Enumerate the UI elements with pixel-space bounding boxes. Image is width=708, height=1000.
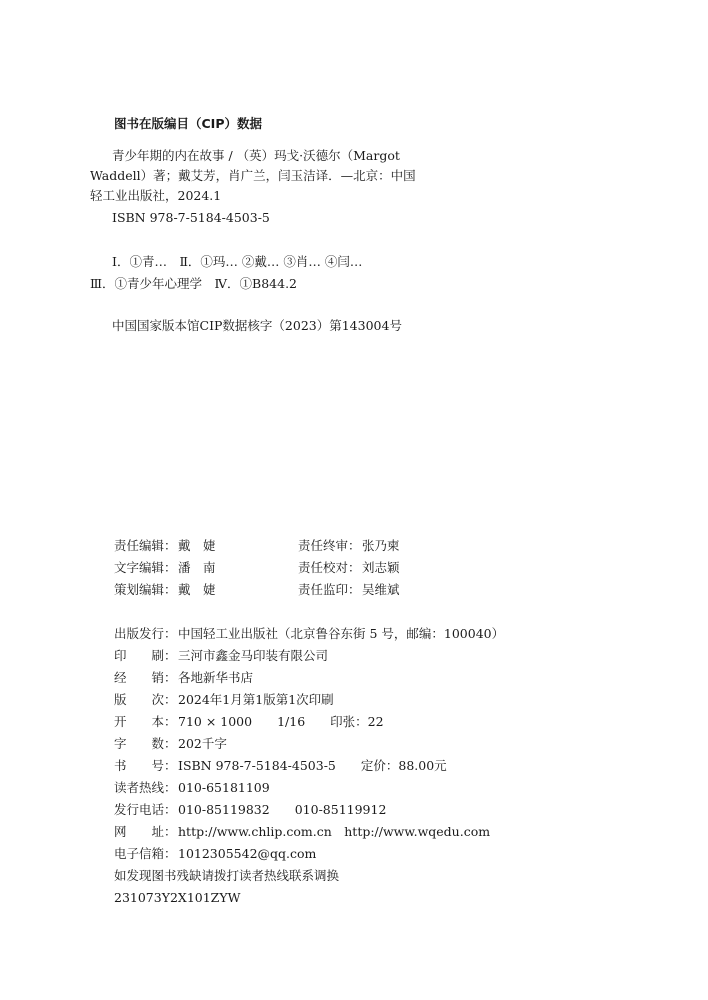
format-value: 710 × 1000 1/16 印张：22 xyxy=(178,714,384,729)
staff-right-value: 吴维斌 xyxy=(362,582,400,597)
staff-left-label: 责任编辑： xyxy=(114,538,177,553)
email-label: 电子信箱： xyxy=(114,846,177,861)
wordcount-value: 202千字 xyxy=(178,736,227,751)
staff-left-value: 潘 南 xyxy=(178,560,216,575)
booknum-value: ISBN 978-7-5184-4503-5 定价：88.00元 xyxy=(178,758,447,773)
phone-label: 发行电话： xyxy=(114,802,177,817)
notice-text: 如发现图书残缺请拨打读者热线联系调换 xyxy=(114,868,340,883)
printer-value: 三河市鑫金马印装有限公司 xyxy=(178,648,329,663)
staff-right-label: 责任终审： xyxy=(298,538,361,553)
staff-left-label: 文字编辑： xyxy=(114,560,177,575)
distributor-value: 各地新华书店 xyxy=(178,670,254,685)
cip-description-line-3: 轻工业出版社，2024.1 xyxy=(90,188,222,203)
edition-value: 2024年1月第1版第1次印刷 xyxy=(178,692,334,707)
staff-right-value: 刘志颖 xyxy=(362,560,400,575)
hotline-label: 读者热线： xyxy=(114,780,177,795)
publisher-value: 中国轻工业出版社（北京鲁谷东街 5 号，邮编：100040） xyxy=(178,626,505,641)
publisher-label: 出版发行： xyxy=(114,626,177,641)
cip-heading: 图书在版编目（CIP）数据 xyxy=(114,116,262,131)
printer-label: 印 刷： xyxy=(114,648,177,663)
product-code: 231073Y2X101ZYW xyxy=(114,890,241,905)
phone-value: 010-85119832 010-85119912 xyxy=(178,802,387,817)
staff-right-label: 责任校对： xyxy=(298,560,361,575)
cip-record-number: 中国国家版本馆CIP数据核字（2023）第143004号 xyxy=(112,318,402,333)
cip-description-line-2: Waddell）著；戴艾芳，肖广兰，闫玉洁译．—北京：中国 xyxy=(90,168,416,183)
distributor-label: 经 销： xyxy=(114,670,177,685)
website-label: 网 址： xyxy=(114,824,177,839)
staff-right-value: 张乃柬 xyxy=(362,538,400,553)
wordcount-label: 字 数： xyxy=(114,736,177,751)
cip-isbn: ISBN 978-7-5184-4503-5 xyxy=(112,210,270,225)
hotline-value: 010-65181109 xyxy=(178,780,270,795)
staff-right-label: 责任监印： xyxy=(298,582,361,597)
cip-subject-line-2: Ⅲ．①青少年心理学 Ⅳ．①B844.2 xyxy=(90,276,298,291)
staff-left-value: 戴 婕 xyxy=(178,538,216,553)
edition-label: 版 次： xyxy=(114,692,177,707)
website-value: http://www.chlip.com.cn http://www.wqedu.com xyxy=(178,824,491,839)
email-value: 1012305542@qq.com xyxy=(178,846,317,861)
cip-description-line-1: 青少年期的内在故事 / （英）玛戈·沃德尔（Margot xyxy=(112,148,400,163)
cip-subject-line-1: Ⅰ．①青… Ⅱ．①玛… ②戴… ③肖… ④闫… xyxy=(112,254,363,269)
booknum-label: 书 号： xyxy=(114,758,177,773)
staff-left-label: 策划编辑： xyxy=(114,582,177,597)
staff-left-value: 戴 婕 xyxy=(178,582,216,597)
format-label: 开 本： xyxy=(114,714,177,729)
